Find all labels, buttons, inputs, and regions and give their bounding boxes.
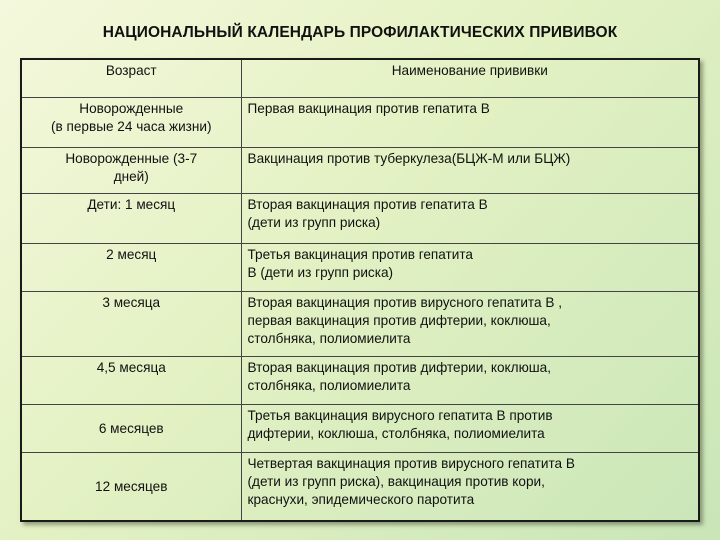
age-cell: 6 месяцев [21, 404, 241, 452]
table-row [21, 194, 699, 244]
table-row [21, 404, 699, 452]
age-cell: 2 месяц [21, 244, 241, 292]
vaccination-column-header: Наименование прививки [241, 59, 699, 97]
vaccination-cell: Третья вакцинация вирусного гепатита В против дифтерии, коклюша, столбняка, полиомиелита [241, 404, 699, 452]
table-row [21, 453, 699, 521]
vaccination-cell: Вторая вакцинация против дифтерии, коклюша, столбняка, полиомиелита [241, 356, 699, 404]
vaccination-cell: Вакцинация против туберкулеза(БЦЖ-М или БЦЖ) [241, 147, 699, 193]
age-cell: Новорожденные (3-7 дней) [21, 147, 241, 193]
vaccination-cell: Четвертая вакцинация против вирусного гепатита В (дети из групп риска), вакцинация против кори, краснухи, эпидемического паротита [241, 453, 699, 521]
vaccination-schedule-table [20, 58, 700, 522]
table-row [21, 244, 699, 292]
vaccination-cell: Третья вакцинация против гепатита В (дети из групп риска) [241, 244, 699, 292]
table-row [21, 97, 699, 147]
age-cell: 4,5 месяца [21, 356, 241, 404]
page-title: НАЦИОНАЛЬНЫЙ КАЛЕНДАРЬ ПРОФИЛАКТИЧЕСКИХ ПРИВИВОК [102, 24, 618, 41]
table-header-row [21, 59, 699, 97]
age-cell: Новорожденные (в первые 24 часа жизни) [21, 97, 241, 147]
table-row [21, 356, 699, 404]
vaccination-cell: Первая вакцинация против гепатита В [241, 97, 699, 147]
vaccination-cell: Вторая вакцинация против вирусного гепатита В , первая вакцинация против дифтерии, коклюша, столбняка, полиомиелита [241, 292, 699, 356]
vaccination-cell: Вторая вакцинация против гепатита В (дети из групп риска) [241, 194, 699, 244]
age-cell: Дети: 1 месяц [21, 194, 241, 244]
table-row [21, 292, 699, 356]
age-column-header: Возраст [21, 59, 241, 97]
age-cell: 3 месяца [21, 292, 241, 356]
age-cell: 12 месяцев [21, 453, 241, 521]
table-row [21, 147, 699, 193]
